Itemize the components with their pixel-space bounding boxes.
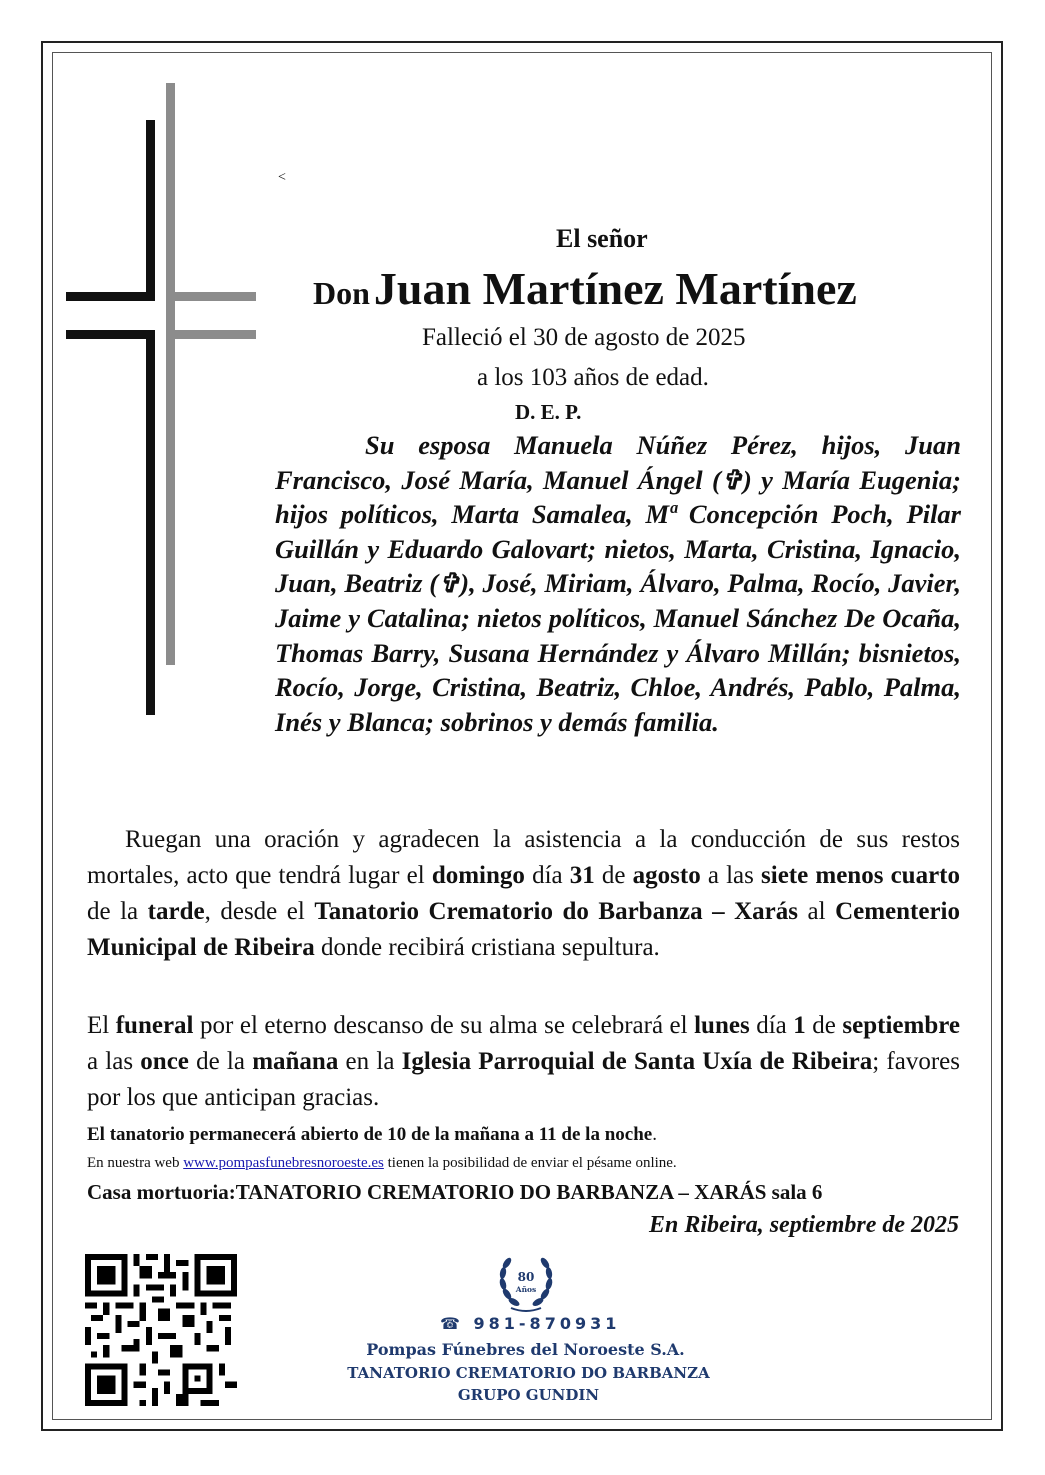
family-list: Su esposa Manuela Núñez Pérez, hijos, Juan Francisco, José María, Manuel Ángel (✞) y María Eugenia; hijos políticos, Marta Samalea, Mª Concepción Poch, Pilar Guillán y Eduardo Galovart; nietos, Marta, Cristina, Ignacio, Juan, Beatriz (✞), José, Miriam, Álvaro, Palma, Rocío, Javier, Jaime y Catalina; nietos políticos, Manuel Sánchez De Ocaña, Thomas Barry, Susana Hernández y Álvaro Millán; bisnietos, Rocío, Jorge, Cristina, Beatriz, Chloe, Andrés, Pablo, Palma, Inés y Blanca; sobrinos y demás familia. xyxy=(275,430,961,737)
qr-code-icon[interactable] xyxy=(85,1254,237,1406)
bold-run: siete menos cuarto xyxy=(761,862,960,889)
deceased-name-line xyxy=(313,262,857,315)
text-run: Ruegan una oración y agradecen la asistencia a la conducción de sus restos mortales, acto que tendrá lugar el xyxy=(87,826,960,889)
rip-line: D. E. P. xyxy=(515,400,582,424)
text-run: de la xyxy=(188,1048,253,1075)
text-run: día xyxy=(524,862,570,889)
opening-hours xyxy=(87,1124,657,1146)
deceased-name: Juan Martínez Martínez xyxy=(373,263,857,314)
text-run: El xyxy=(87,1012,116,1039)
text-run: a las xyxy=(87,1048,141,1075)
bold-run: funeral xyxy=(115,1012,194,1039)
bold-run: Cementerio Municipal de Ribeira xyxy=(87,898,961,961)
phone-icon: ☎ xyxy=(440,1314,464,1333)
bold-run: domingo xyxy=(431,862,525,889)
stray-mark: < xyxy=(278,170,286,185)
bold-run: agosto xyxy=(632,862,701,889)
text-run: de xyxy=(594,862,633,889)
text-run: de la xyxy=(87,898,148,925)
age-at-death: a los 103 años de edad. xyxy=(477,364,709,391)
text-run: por el eterno descanso de su alma se celebrará el xyxy=(193,1012,695,1039)
bold-run: Tanatorio Crematorio do Barbanza – Xarás xyxy=(314,898,798,925)
funeral-home: Casa mortuoria:TANATORIO CREMATORIO DO BARBANZA – XARÁS sala 6 xyxy=(87,1180,823,1204)
web-text-before: En nuestra web xyxy=(87,1155,184,1171)
text-run: a las xyxy=(700,862,762,889)
bold-run: 31 xyxy=(569,862,595,889)
death-date: Falleció el 30 de agosto de 2025 xyxy=(422,324,746,351)
funeral-paragraph xyxy=(87,1008,960,1116)
web-text-after: tienen la posibilidad de enviar el pésame online. xyxy=(383,1155,677,1171)
text-run: en la xyxy=(338,1048,402,1075)
phone-number[interactable]: 981-870931 xyxy=(473,1314,621,1333)
anniversary-laurel-icon xyxy=(497,1254,555,1316)
tanatorio-name: TANATORIO CREMATORIO DO BARBANZA xyxy=(347,1364,710,1382)
emblem-number: 80 xyxy=(517,1270,535,1284)
cross-icon xyxy=(60,80,260,720)
website-link[interactable]: www.pompasfunebresnoroeste.es xyxy=(183,1155,384,1171)
place-date: En Ribeira, septiembre de 2025 xyxy=(649,1212,959,1238)
text-run: día xyxy=(749,1012,794,1039)
text-run: donde recibirá cristiana sepultura. xyxy=(314,934,660,961)
text-run: al xyxy=(798,898,836,925)
cortege-paragraph xyxy=(87,822,960,966)
bold-run: mañana xyxy=(252,1048,339,1075)
company-name: Pompas Fúnebres del Noroeste S.A. xyxy=(366,1340,685,1359)
salutation: El señor xyxy=(556,224,648,253)
text-run: , desde el xyxy=(204,898,315,925)
bold-run: 1 xyxy=(793,1012,806,1039)
hours-period: . xyxy=(652,1124,657,1145)
text-run: de xyxy=(805,1012,843,1039)
text-run: ; favores por los que anticipan gracias. xyxy=(87,1048,960,1111)
bold-run: tarde xyxy=(147,898,205,925)
emblem-word: Años xyxy=(515,1285,537,1294)
honorific: Don xyxy=(313,275,370,311)
phone-line xyxy=(440,1314,620,1333)
bold-run: Iglesia Parroquial de Santa Uxía de Ribeira xyxy=(401,1048,873,1075)
bold-run: septiembre xyxy=(842,1012,960,1039)
bold-run: once xyxy=(140,1048,189,1075)
group-name: GRUPO GUNDIN xyxy=(457,1386,600,1404)
hours-text: El tanatorio permanecerá abierto de 10 de la mañana a 11 de la noche xyxy=(87,1124,653,1145)
condolence-note xyxy=(87,1155,677,1172)
bold-run: lunes xyxy=(694,1012,750,1039)
